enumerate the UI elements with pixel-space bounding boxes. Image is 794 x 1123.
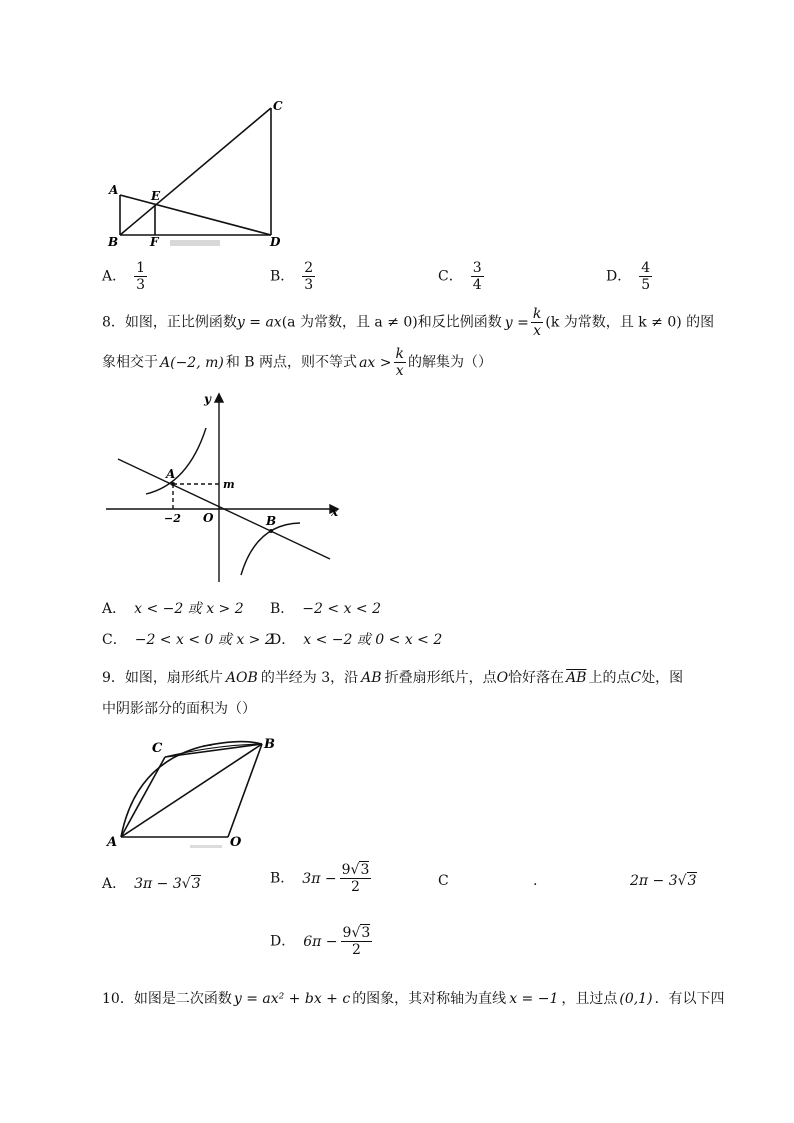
q7-label-A: A <box>109 183 119 197</box>
q9-option-b: B． 3π − $\frac{9√3}{2}$ <box>270 862 370 895</box>
q8-label-neg2: −2 <box>164 512 181 525</box>
q9-label-O: O <box>230 835 242 850</box>
q9-option-d: D． 6π − $\frac{9√3}{2}$ <box>270 925 371 958</box>
q8-line-2: 象相交于 A(−2, m) 和 B 两点，则不等式 ax > $\frac{k}{x}$ 的解集为（） <box>102 346 492 379</box>
q7-option-a: A． $\frac{1}{3}$ <box>102 260 146 293</box>
q8-option-c: C． −2 < x < 0 或 x > 2 <box>102 632 274 648</box>
q7-option-d: D． $\frac{4}{5}$ <box>606 260 651 293</box>
q9-line-2: 中阴影部分的面积为（） <box>102 701 256 717</box>
q9-option-c: C <box>438 873 449 889</box>
q7-option-b: B． $\frac{2}{3}$ <box>270 260 314 293</box>
q9-line-1: 9．如图，扇形纸片 AOB 的半经为 3，沿 AB 折叠扇形纸片，点O恰好落在 $\overline{AB}$ 上的点C处，图 <box>102 670 684 686</box>
q8-option-a: A． x < −2 或 x > 2 <box>102 601 244 617</box>
q9-option-c-value: 2π − 3√3 <box>630 873 697 889</box>
q8-label-y: y <box>204 392 211 406</box>
q8-option-d: D． x < −2 或 0 < x < 2 <box>270 632 443 648</box>
q8-figure <box>100 388 350 588</box>
q8-line-1: 8．如图，正比例函数y = ax(a 为常数，且 a ≠ 0)和反比例函数 y = $\frac{k}{x}$ (k 为常数，且 k ≠ 0) 的图 <box>102 306 715 339</box>
q7-label-D: D <box>270 235 281 249</box>
q8-label-O: O <box>203 511 214 525</box>
q7-option-c: C． $\frac{3}{4}$ <box>438 260 482 293</box>
q9-label-C: C <box>152 741 163 756</box>
q8-label-B: B <box>266 514 277 528</box>
q9-option-a: A． 3π − 3√3 <box>102 876 201 892</box>
q7-label-E: E <box>151 189 161 203</box>
q9-label-A: A <box>107 835 118 850</box>
q8-label-x: x <box>331 505 339 519</box>
q9-figure <box>100 730 280 855</box>
q7-label-F: F <box>150 235 159 249</box>
q9-option-c-dot: . <box>533 873 538 889</box>
q8-option-b: B． −2 < x < 2 <box>270 601 381 617</box>
q7-figure <box>100 95 300 255</box>
q9-label-B: B <box>264 737 275 752</box>
q8-label-m: m <box>223 478 235 491</box>
q7-label-C: C <box>273 99 283 113</box>
q8-label-A: A <box>166 467 176 481</box>
q7-label-B: B <box>108 235 119 249</box>
q10-line-1: 10．如图是二次函数 y = ax² + bx + c 的图象，其对称轴为直线 x = −1 ，且过点 (0,1) ．有以下四 <box>102 991 725 1007</box>
